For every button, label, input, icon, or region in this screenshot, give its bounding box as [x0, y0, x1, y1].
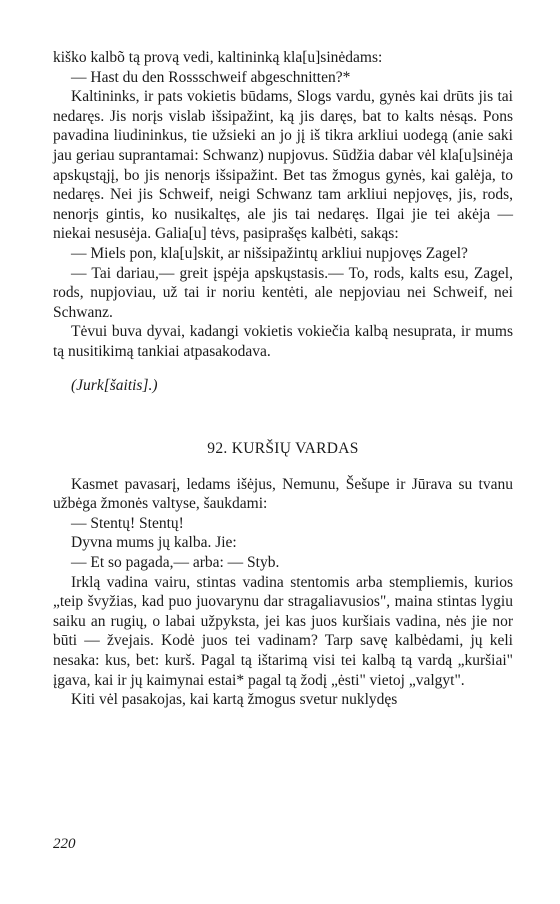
page-number: 220 — [53, 836, 76, 852]
author-signature: (Jurk[šaitis].) — [71, 376, 158, 394]
story-text-bottom — [53, 475, 513, 710]
paragraph: Kiti vėl pasakojas, kai kartą žmogus svetur nuklydęs — [71, 691, 398, 709]
dialog-line: — Hast du den Rossschweif abgeschnitten?* — [71, 68, 351, 86]
text-line: kiško kalbõ tą provą vedi, kaltininką kla[u]sinėdams: — [53, 49, 383, 66]
dialog-line: — Stentų! Stentų! — [71, 514, 184, 532]
paragraph: Kaltininks, ir pats vokietis būdams, Slogs vardu, gynės kai drūts jis tai nedaręs. Jis norįs vislab išsipažint, ką jis daręs, bat to kalts nėsąs. Pons pavadina liudininkus, tie užsieki an jo jį iš tikra arkliui uodegą (anie saki jau geriau suprantamai: Schwanz) nupjovus. Sūdžia dabar vėl kla[u]sinėja apskųstąjį, bo jis nenorįs išsipažint. Bet tas žmogus gynės, kai galėja, to nedaręs. Nei jis Schweif, neigi Schwanz tam arkliui nepjovęs, jis, rods, nenorįs gintis, ko nusikaltęs, ale jis tai nedaręs. Ilgai jie tei akėja — niekai nesusėja. Galia[u] tėvs, pasiprašęs kalbėti, sakąs: — [53, 88, 513, 243]
paragraph: Tėvui buva dyvai, kadangi vokietis vokiečia kalbą nesuprata, ir mums tą nusitikimą tankiai atpasakodava. — [53, 323, 513, 360]
dialog-line: — Tai dariau,— greit įspėja apskųstasis.— To, rods, kalts esu, Zagel, rods, nupjoviau, už tai ir noriu kentėti, ale nepjoviau nei Schweif, nei Schwanz. — [53, 264, 513, 321]
paragraph: Dyvna mums jų kalba. Jie: — [71, 534, 237, 552]
dialog-line: — Miels pon, kla[u]skit, ar nišsipažintų arkliui nupjovęs Zagel? — [71, 244, 468, 262]
story-text-top — [53, 48, 513, 362]
section-title: 92. KURŠIŲ VARDAS — [207, 440, 359, 458]
paragraph: Kasmet pavasarį, ledams išėjus, Nemunu, Šešupe ir Jūrava su tvanu užbėga žmonės valtyse, šaukdami: — [53, 475, 513, 513]
page-body — [53, 48, 513, 710]
dialog-line: — Et so pagada,— arba: — Styb. — [71, 554, 280, 572]
paragraph: Irklą vadina vairu, stintas vadina stentomis arba stempliemis, kurios „teip švyžias, kad puo juovarynu dar stragaliavusios", maina stintas lygiu saiku an rugių, o labai užpyksta, jei kas juos kuršiais vadina, nės jie nor būti — žvejais. Kodė juos tei vadinam? Tarp savę kalbėdami, jų keli nesaka: kus, bet: kurš. Pagal tą ištarimą visi tei kalbą tą vardą „kuršiai" įgava, kai ir jų kaimynai estai* pagal tą žodį „ėsti" vietoj „valgyt". — [53, 573, 513, 689]
